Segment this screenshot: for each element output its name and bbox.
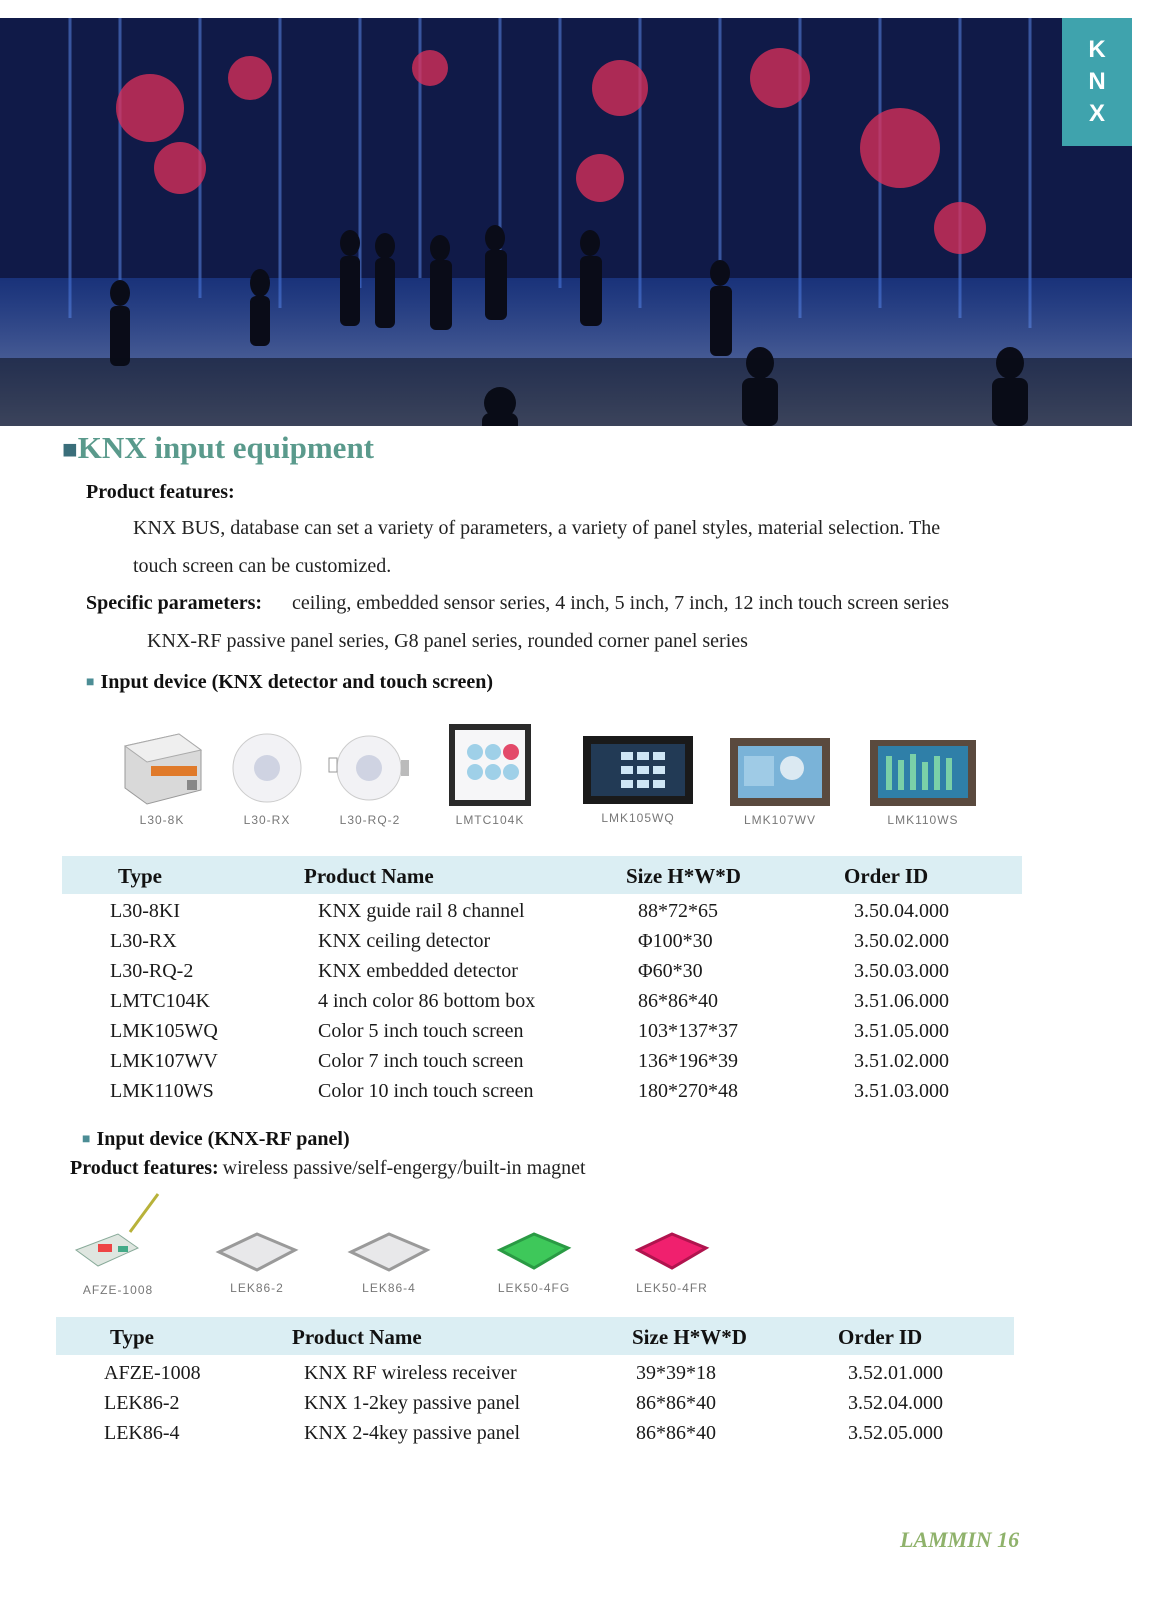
table-row-type: LMTC104K [110, 990, 210, 1012]
table-row-size: Φ60*30 [638, 960, 703, 982]
table-row-type: LMK110WS [110, 1080, 214, 1102]
page-footer: LAMMIN 16 [900, 1527, 1020, 1552]
table-1-header-size: Size H*W*D [626, 864, 741, 888]
features-line-1: KNX BUS, database can set a variety of parameters, a variety of panel styles, material selection. The [133, 517, 941, 539]
product-lek50-4fg [484, 1228, 584, 1295]
table-row-name: KNX 2-4key passive panel [304, 1422, 521, 1444]
table-row-size: Φ100*30 [638, 930, 713, 952]
product-l30-8k [112, 728, 212, 827]
input-device-heading-1-text: Input device (KNX detector and touch screen) [100, 671, 494, 693]
pink-passive-panel-icon [632, 1228, 712, 1276]
touch-panel-icon [445, 722, 535, 808]
table-2-header-order-id: Order ID [838, 1325, 923, 1349]
product-l30-rx [222, 728, 312, 827]
green-passive-panel-icon [494, 1228, 574, 1276]
rf-features-text: wireless passive/self-engergy/built-in magnet [222, 1157, 586, 1179]
product-lek86-2 [212, 1228, 302, 1295]
din-rail-module-icon [117, 728, 207, 808]
product-lek50-4fr [622, 1228, 722, 1295]
table-row-type: L30-RQ-2 [110, 960, 194, 982]
table-row-name: KNX RF wireless receiver [304, 1362, 517, 1384]
table-row-name: KNX guide rail 8 channel [318, 900, 525, 922]
table-row-size: 180*270*48 [638, 1080, 738, 1102]
knx-tab-letter-k: K [1088, 36, 1106, 63]
touch-screen-icon [868, 738, 978, 808]
embedded-detector-icon [325, 728, 415, 808]
product-caption: AFZE-1008 [82, 1283, 154, 1297]
table-row-order-id: 3.51.05.000 [854, 1020, 949, 1042]
params-label: Specific parameters: [86, 592, 263, 614]
touch-screen-icon [581, 734, 695, 806]
input-device-heading-1 [86, 671, 493, 694]
product-l30-rq-2 [320, 728, 420, 827]
touch-screen-icon [728, 736, 832, 808]
product-caption: LMK110WS [887, 813, 959, 827]
table-row-name: Color 10 inch touch screen [318, 1080, 534, 1102]
passive-panel-icon [347, 1228, 431, 1276]
product-lmtc104k [440, 722, 540, 827]
table-row-order-id: 3.50.02.000 [854, 930, 949, 952]
table-row-type: LEK86-2 [104, 1392, 180, 1414]
table-row-order-id: 3.51.06.000 [854, 990, 949, 1012]
table-row-size: 88*72*65 [638, 900, 718, 922]
product-lmk110ws [864, 738, 982, 827]
table-row-order-id: 3.51.03.000 [854, 1080, 949, 1102]
table-1-header-order-id: Order ID [844, 864, 929, 888]
table-row-name: 4 inch color 86 bottom box [318, 990, 536, 1012]
table-row-order-id: 3.52.05.000 [848, 1422, 943, 1444]
section-title-text: KNX input equipment [77, 430, 375, 465]
product-caption: L30-RX [243, 813, 291, 827]
square-bullet-icon: ■ [62, 435, 78, 464]
params-line-1: ceiling, embedded sensor series, 4 inch, 5 inch, 7 inch, 12 inch touch screen series [292, 592, 950, 614]
rf-features [70, 1157, 586, 1180]
table-row-type: LEK86-4 [104, 1422, 180, 1444]
product-caption: LEK86-2 [230, 1281, 284, 1295]
product-caption: LEK50-4FG [497, 1281, 571, 1295]
table-row-name: Color 7 inch touch screen [318, 1050, 524, 1072]
square-bullet-icon: ■ [82, 1132, 91, 1147]
ceiling-detector-icon [227, 728, 307, 808]
square-bullet-icon: ■ [86, 675, 95, 690]
section-title [62, 430, 374, 466]
table-row-type: LMK105WQ [110, 1020, 218, 1042]
product-caption: L30-RQ-2 [339, 813, 401, 827]
rf-receiver-icon [68, 1192, 168, 1278]
table-2-header-size: Size H*W*D [632, 1325, 747, 1349]
input-device-heading-2 [82, 1128, 350, 1151]
table-row-size: 103*137*37 [638, 1020, 738, 1042]
knx-tab-letter-n: N [1088, 68, 1106, 95]
product-caption: LMK105WQ [601, 811, 675, 825]
product-afze-1008 [66, 1192, 170, 1297]
product-caption: LMTC104K [455, 813, 525, 827]
table-row-type: L30-8KI [110, 900, 180, 922]
table-row-type: LMK107WV [110, 1050, 218, 1072]
table-row-size: 86*86*40 [638, 990, 718, 1012]
product-caption: LMK107WV [743, 813, 817, 827]
table-row-size: 86*86*40 [636, 1422, 716, 1444]
input-device-heading-2-text: Input device (KNX-RF panel) [96, 1128, 350, 1150]
product-caption: LEK86-4 [362, 1281, 416, 1295]
knx-tab-letter-x: X [1088, 100, 1105, 127]
params-line-2: KNX-RF passive panel series, G8 panel series, rounded corner panel series [147, 630, 748, 652]
hero-image [0, 18, 1132, 426]
table-row-order-id: 3.50.03.000 [854, 960, 949, 982]
features-line-2: touch screen can be customized. [133, 555, 392, 577]
table-1-header-product-name: Product Name [304, 864, 434, 888]
product-lmk105wq [578, 734, 698, 825]
table-row-order-id: 3.50.04.000 [854, 900, 949, 922]
table-row-order-id: 3.51.02.000 [854, 1050, 949, 1072]
table-row-type: L30-RX [110, 930, 177, 952]
table-2-header-product-name: Product Name [292, 1325, 422, 1349]
passive-panel-icon [215, 1228, 299, 1276]
table-row-order-id: 3.52.04.000 [848, 1392, 943, 1414]
rf-features-label: Product features: [70, 1157, 219, 1179]
knx-side-tab [1062, 18, 1132, 146]
table-row-size: 39*39*18 [636, 1362, 716, 1384]
product-lmk107wv [724, 736, 836, 827]
product-caption: LEK50-4FR [636, 1281, 708, 1295]
table-row-size: 86*86*40 [636, 1392, 716, 1414]
features-label: Product features: [86, 481, 235, 503]
product-caption: L30-8K [139, 813, 185, 827]
table-row-name: KNX ceiling detector [318, 930, 491, 952]
table-row-type: AFZE-1008 [104, 1362, 201, 1384]
table-row-name: KNX 1-2key passive panel [304, 1392, 521, 1414]
table-2-header-type: Type [110, 1325, 154, 1349]
table-row-order-id: 3.52.01.000 [848, 1362, 943, 1384]
table-row-name: Color 5 inch touch screen [318, 1020, 524, 1042]
product-lek86-4 [344, 1228, 434, 1295]
table-row-size: 136*196*39 [638, 1050, 738, 1072]
table-1-header-type: Type [118, 864, 162, 888]
table-row-name: KNX embedded detector [318, 960, 518, 982]
